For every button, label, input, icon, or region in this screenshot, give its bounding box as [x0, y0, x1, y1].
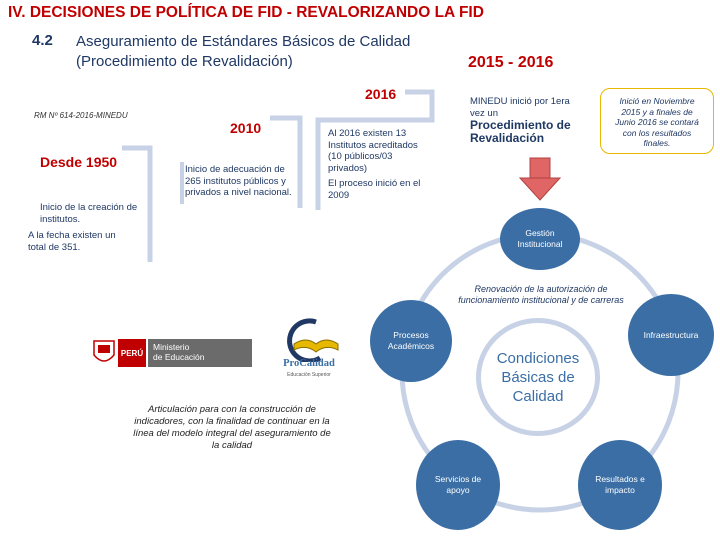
minedu-block	[470, 96, 598, 145]
articulation-note	[112, 404, 352, 452]
rm-reference: RM Nº 614-2016-MINEDU	[34, 111, 128, 120]
step2-text	[185, 164, 292, 199]
down-arrow-icon	[520, 158, 560, 200]
minedu-logo	[92, 336, 252, 370]
slide-title: IV. DECISIONES DE POLÍTICA DE FID - REVALORIZANDO LA FID	[8, 4, 484, 21]
note-line5: finales.	[643, 138, 671, 148]
step3-text-line2: Institutos acreditados	[328, 139, 418, 151]
step1-text-line2: institutos.	[40, 213, 81, 225]
step1-text-line1: Inicio de la creación de	[40, 202, 138, 213]
step3-text-line6: 2009	[328, 189, 350, 201]
section-title-line2: (Procedimiento de Revalidación)	[76, 53, 293, 70]
step2-text-line1: Inicio de adecuación de	[185, 164, 285, 175]
step1-year: Desde 1950	[40, 154, 118, 170]
ministerio-label	[148, 339, 252, 367]
servicios-line2: apoyo	[446, 485, 470, 495]
years-heading: 2015 - 2016	[468, 54, 554, 71]
ministerio-line2: de Educación	[153, 352, 205, 362]
renewal-line1: Renovación de la autorización de	[474, 284, 608, 294]
step2-text-line2: 265 institutos públicos y	[185, 175, 286, 187]
step1-total	[28, 230, 116, 253]
infraestructura-label: Infraestructura	[643, 329, 699, 340]
step2-year: 2010	[230, 120, 262, 136]
node-resultados-impacto	[578, 440, 662, 530]
articulation-line2: indicadores, con la finalidad de continuar en la	[134, 416, 330, 427]
note-line2: 2015 y a finales de	[621, 106, 693, 117]
articulation-line3: línea del modelo integral del aseguramiento de	[133, 428, 331, 439]
center-line3: Calidad	[512, 387, 564, 405]
section-number: 4.2	[32, 32, 53, 49]
articulation-line4: la calidad	[211, 440, 253, 451]
node-infraestructura	[628, 294, 714, 376]
resultados-line1: Resultados e	[595, 474, 645, 484]
gestion-line2: Institucional	[517, 239, 563, 249]
step3-text-line3: (10 públicos/03	[328, 151, 393, 162]
renewal-line2: funcionamiento institucional y de carreras	[458, 295, 624, 305]
step3-year: 2016	[365, 86, 397, 102]
servicios-line1: Servicios de	[434, 474, 482, 484]
step1-text	[40, 202, 137, 225]
articulation-line1: Articulación para con la construcción de	[148, 404, 316, 415]
center-line1: Condiciones	[496, 349, 580, 367]
section-title-line1: Aseguramiento de Estándares Básicos de Calidad	[76, 33, 411, 50]
node-condiciones-basicas	[476, 318, 600, 436]
note-line3: Junio 2016 se contará	[615, 117, 699, 127]
minedu-procedure-line2: Revalidación	[470, 131, 545, 145]
step1-total-line1: A la fecha existen un	[28, 230, 116, 241]
procalidad-name: ProCalidad	[283, 358, 335, 369]
note-line1: Inició en Noviembre	[619, 96, 695, 106]
renewal-note	[436, 284, 646, 306]
step3-text-line1: Al 2016 existen 13	[328, 128, 407, 139]
minedu-line1: MINEDU inició por 1era	[470, 96, 570, 107]
resultados-line2: impacto	[605, 485, 635, 495]
minedu-line2: vez un	[470, 107, 498, 119]
peru-label: PERÚ	[118, 339, 146, 367]
step1-total-line2: total de 351.	[28, 241, 81, 253]
procesos-line2: Académicos	[387, 341, 435, 351]
timeline-note	[600, 88, 714, 154]
ministerio-line1: Ministerio	[153, 342, 190, 352]
minedu-procedure-line1: Procedimiento de	[470, 118, 571, 132]
gestion-line1: Gestión	[525, 228, 555, 238]
step2-text-line3: privados a nivel nacional.	[185, 187, 292, 198]
procalidad-subtitle: Educación Superior	[287, 372, 331, 378]
step3-text-line5: El proceso inició en el	[328, 178, 421, 189]
node-gestion-institucional	[500, 208, 580, 270]
step3-text-line4: privados)	[328, 162, 368, 174]
peru-shield-icon	[92, 339, 116, 367]
book-icon	[276, 318, 342, 362]
procalidad-logo	[268, 318, 350, 380]
node-servicios-apoyo	[416, 440, 500, 530]
center-line2: Básicas de	[501, 368, 575, 386]
note-line4: con los resultados	[622, 127, 692, 138]
step3-text	[328, 128, 420, 201]
node-procesos-academicos	[370, 300, 452, 382]
procesos-line1: Procesos	[393, 330, 429, 340]
